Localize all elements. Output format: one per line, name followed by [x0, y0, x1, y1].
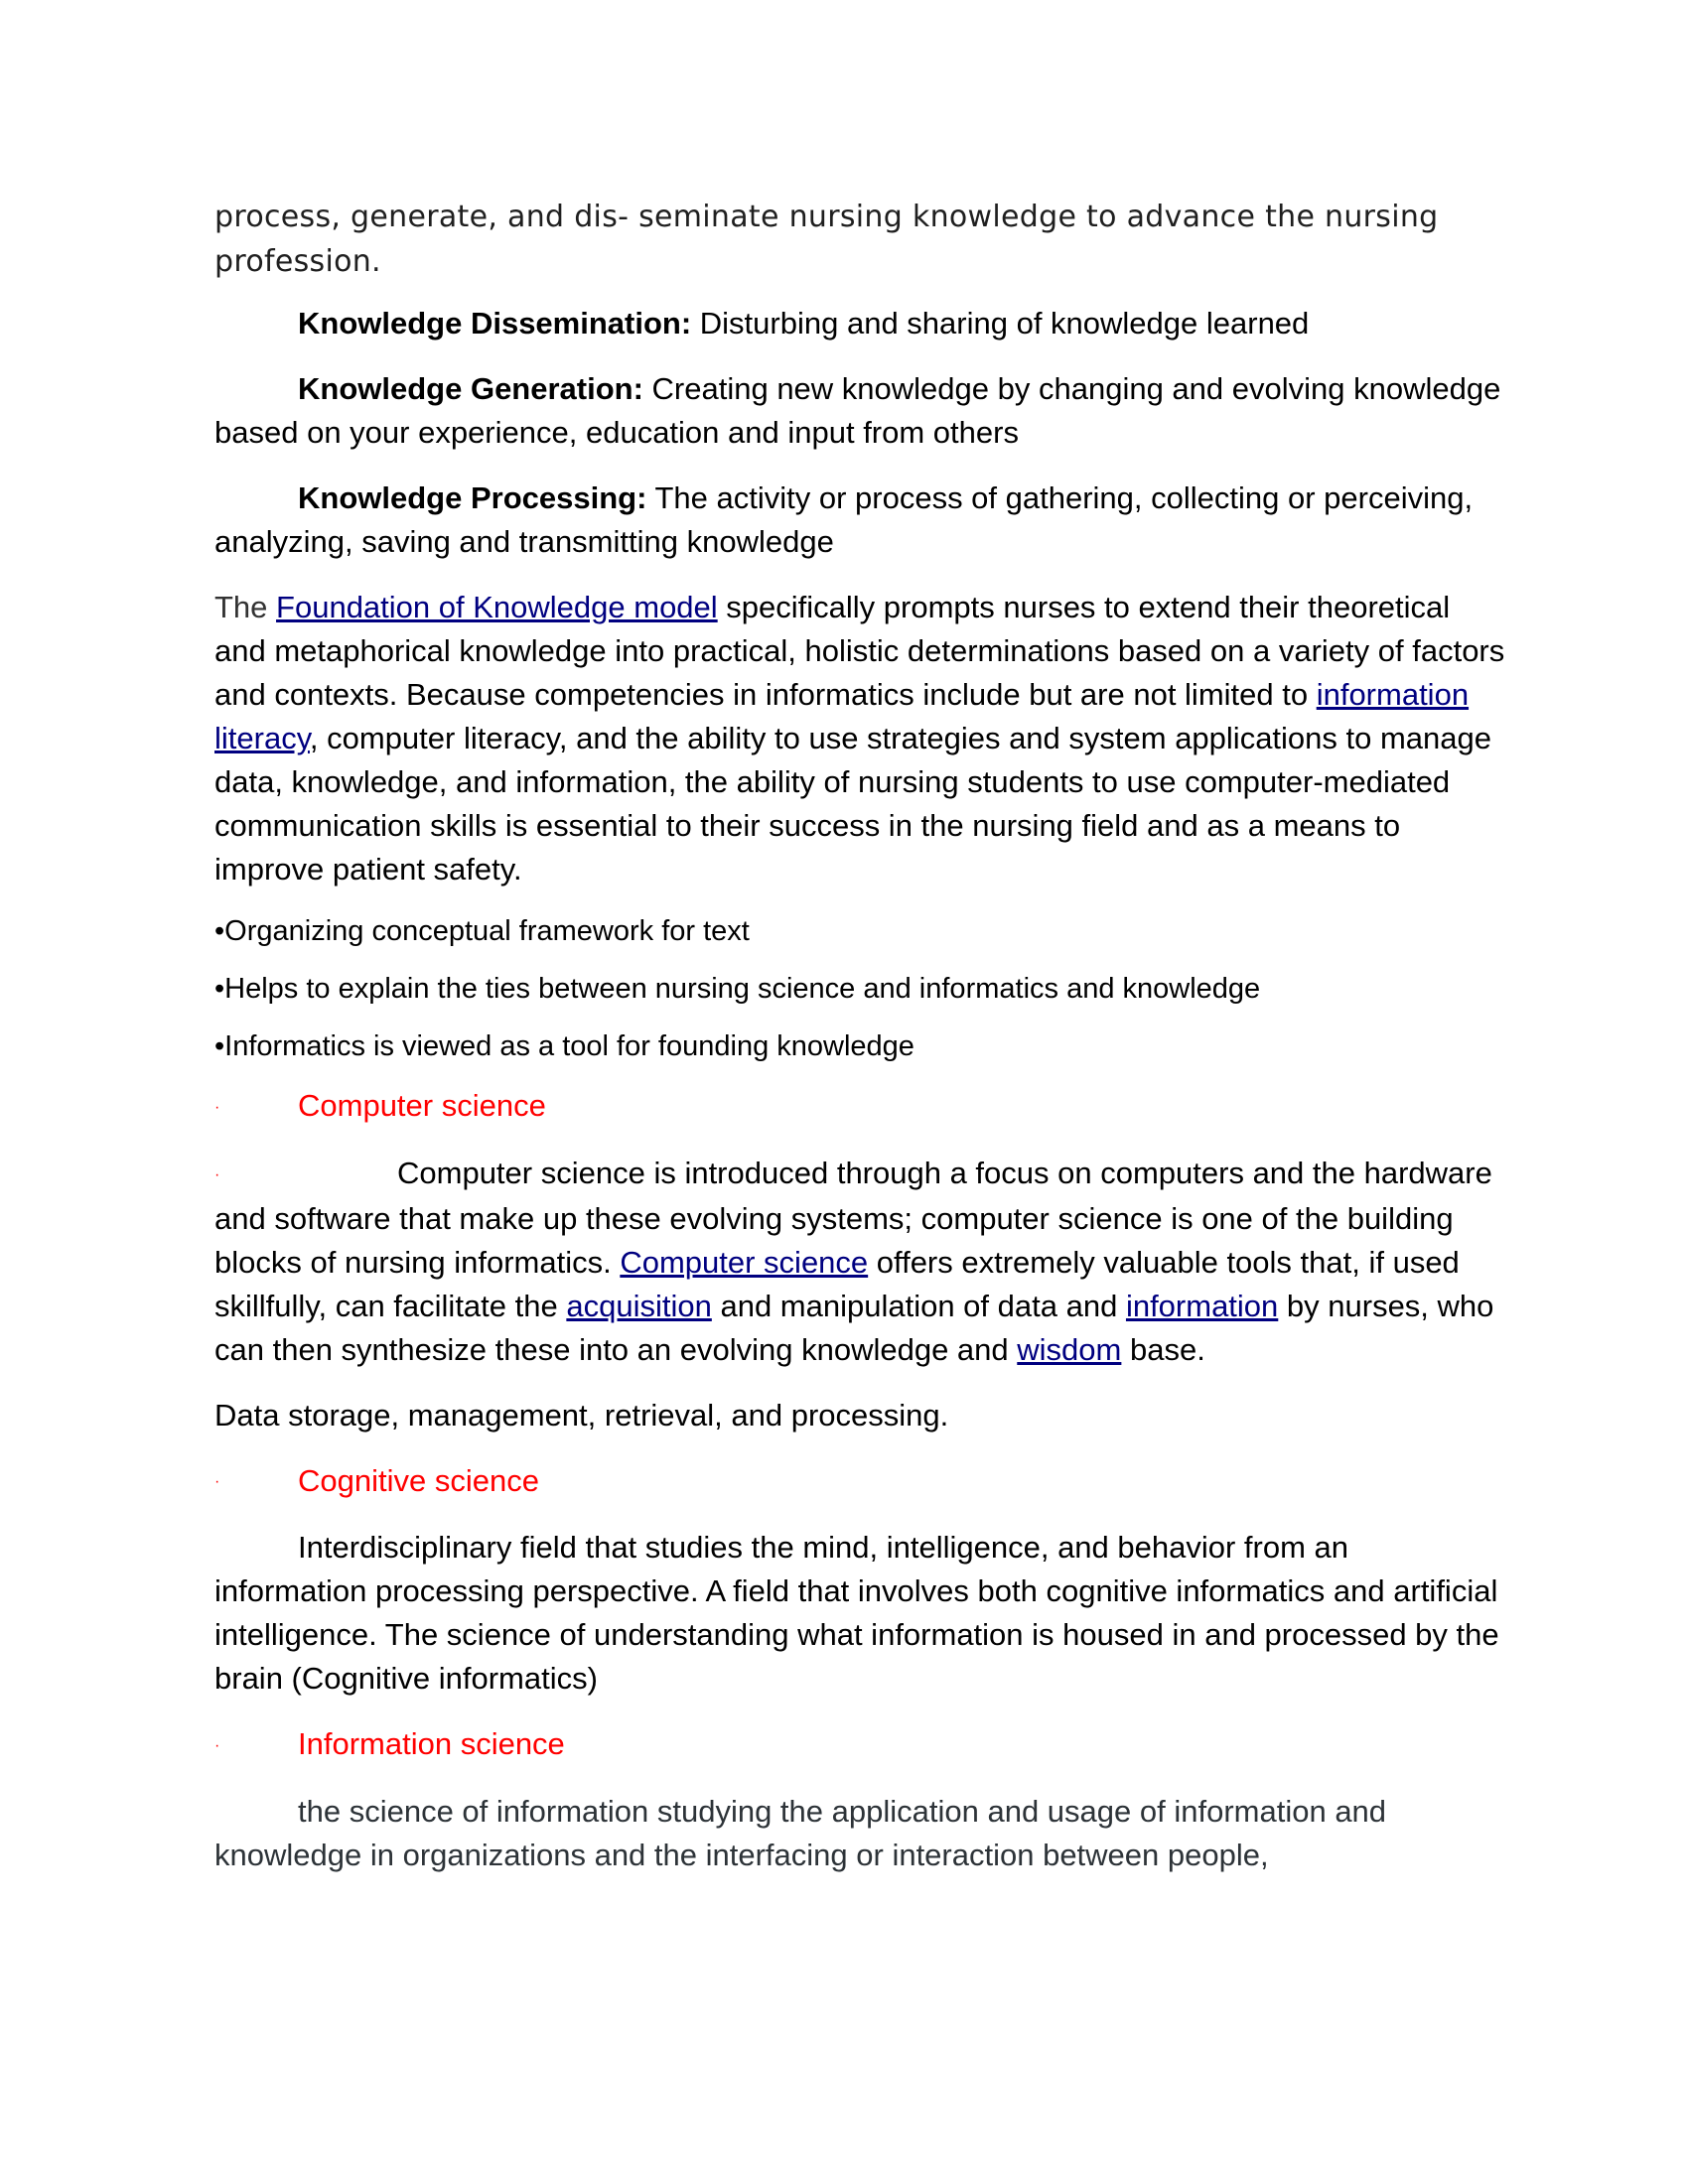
information-link[interactable]: information [1125, 1288, 1279, 1323]
cognitive-science-paragraph: Interdisciplinary field that studies the mind, intelligence, and behavior from an information processing perspective. A field that involves both cognitive informatics and artificial intelligence. The science of understanding what information is housed in and processed by the brain (Cognitive informatics) [214, 1530, 1499, 1697]
definition-processing [214, 477, 1505, 564]
heading-computer-science [214, 1084, 1505, 1130]
definition-generation [214, 367, 1505, 455]
heading-text: Information science [298, 1726, 565, 1762]
definition-term: Knowledge Dissemination: [298, 306, 692, 341]
para-text: offers extremely valuable tools that, if used skillfully, can facilitate the [214, 1244, 1460, 1323]
fok-text: specifically prompts nurses to extend their theoretical and metaphorical knowledge into practical, holistic determinations based on a variety of factors and contexts. Because competencies in informatics include but are not limited to [214, 590, 1505, 712]
fok-pre: The [214, 590, 277, 624]
document-page [214, 195, 1505, 1877]
computer-science-paragraph [214, 1152, 1505, 1372]
para-text: and manipulation of data and [711, 1288, 1126, 1323]
data-storage-note: Data storage, management, retrieval, and processing. [214, 1397, 949, 1433]
bullet-dot-icon: · [214, 1165, 220, 1183]
bullet-list [214, 911, 1505, 1066]
bullet-item: •Organizing conceptual framework for text [214, 915, 750, 947]
definition-text: Creating new knowledge by changing and evolving knowledge based on your experience, education and input from others [214, 371, 1501, 450]
para-text: base. [1121, 1331, 1205, 1367]
definition-dissemination [214, 302, 1505, 345]
definition-term: Knowledge Generation: [298, 371, 643, 406]
para-text: by nurses, who can then synthesize these into an evolving knowledge and [214, 1288, 1494, 1367]
definition-text: The activity or process of gathering, collecting or perceiving, analyzing, saving and transmitting knowledge [214, 480, 1474, 559]
acquisition-link[interactable]: acquisition [566, 1288, 712, 1323]
bullet-item: •Helps to explain the ties between nursing science and informatics and knowledge [214, 973, 1261, 1005]
heading-text: Cognitive science [298, 1462, 539, 1498]
bullet-dot-icon: · [214, 1473, 220, 1491]
computer-science-link[interactable]: Computer science [620, 1244, 869, 1280]
foundation-of-knowledge-link[interactable]: Foundation of Knowledge model [276, 590, 718, 624]
wisdom-link[interactable]: wisdom [1017, 1331, 1122, 1367]
fok-text-end: , computer literacy, and the ability to use strategies and system applications to manage data, knowledge, and information, the ability of nursing students to use computer-mediated communication skills is essential to their success in the nursing field and as a means to improve patient safety. [214, 721, 1492, 887]
information-science-paragraph: the science of information studying the application and usage of information and knowledge in organizations and the interfacing or interaction between people, [214, 1794, 1387, 1873]
bullet-dot-icon: · [214, 1737, 220, 1755]
fok-paragraph [214, 586, 1505, 891]
definition-text: Disturbing and sharing of knowledge learned [691, 306, 1310, 341]
heading-cognitive-science [214, 1459, 1505, 1505]
para-text: Computer science is introduced through a focus on computers and the hardware and software that make up these evolving systems; computer science is one of the building blocks of nursing informatics. [214, 1155, 1492, 1280]
information-literacy-link[interactable]: information literacy [214, 677, 1470, 755]
definition-term: Knowledge Processing: [298, 480, 647, 515]
bullet-dot-icon: · [214, 1098, 220, 1116]
bullet-item: •Informatics is viewed as a tool for founding knowledge [214, 1030, 914, 1062]
heading-information-science [214, 1722, 1505, 1768]
heading-text: Computer science [298, 1088, 546, 1123]
intro-paragraph: process, generate, and dis- seminate nursing knowledge to advance the nursing profession. [214, 200, 1439, 279]
